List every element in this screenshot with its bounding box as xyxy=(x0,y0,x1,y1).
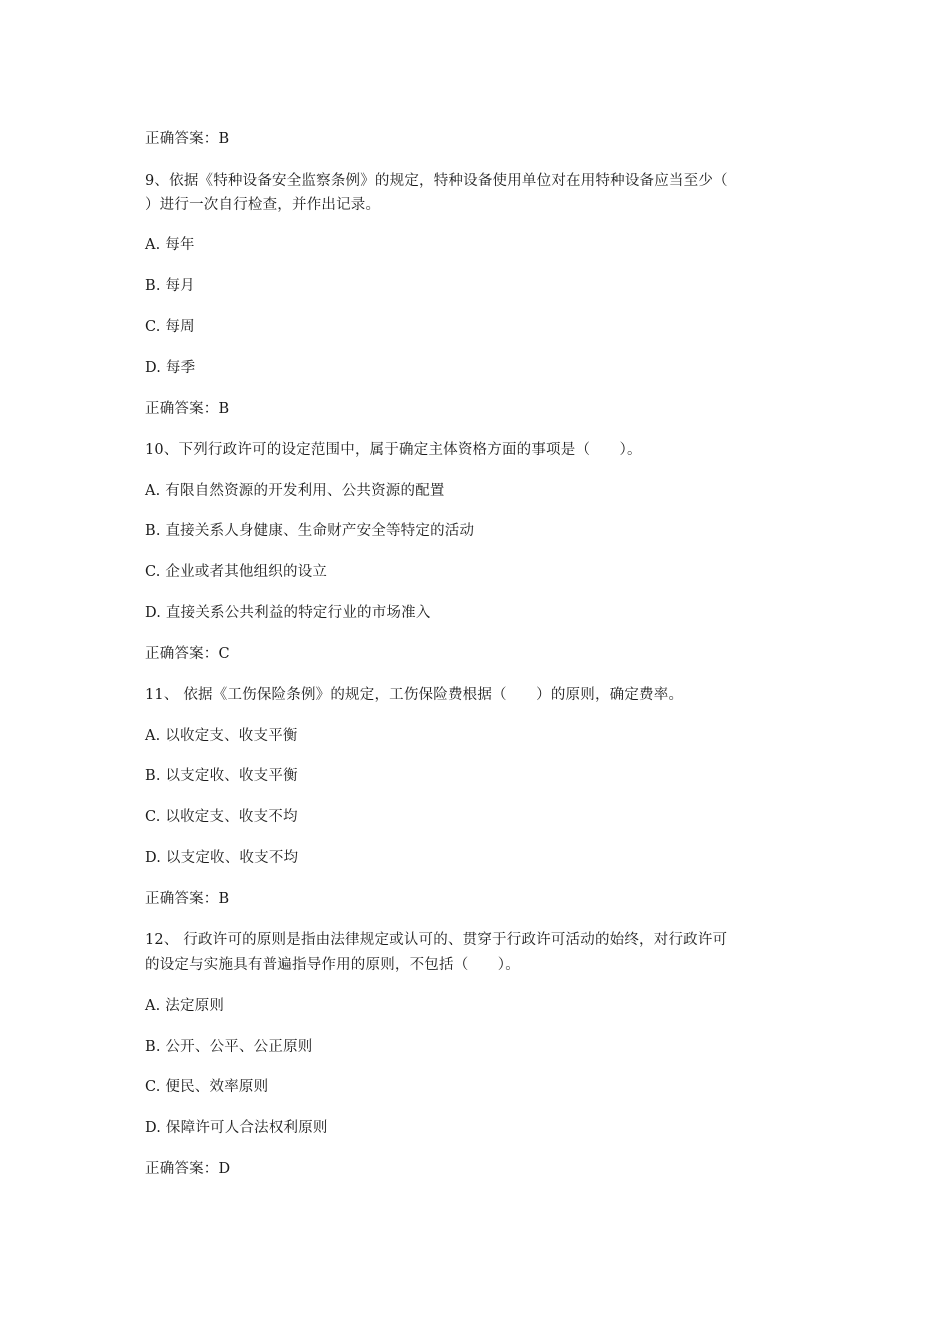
question-9-line-2: ）进行一次自行检查，并作出记录。 xyxy=(145,197,381,213)
question-12-option-b: B. 公开、公平、公正原则 xyxy=(145,1039,313,1055)
answer-q10: 正确答案：C xyxy=(145,646,230,662)
question-10-option-a: A. 有限自然资源的开发利用、公共资源的配置 xyxy=(145,483,445,499)
question-10-option-b: B. 直接关系人身健康、生命财产安全等特定的活动 xyxy=(145,523,475,539)
answer-q12: 正确答案：D xyxy=(145,1161,231,1177)
question-11-line-1: 11、 依据《工伤保险条例》的规定，工伤保险费根据（ ）的原则，确定费率。 xyxy=(145,687,684,703)
question-12-line-2: 的设定与实施具有普遍指导作用的原则，不包括（ ）。 xyxy=(145,957,520,973)
question-12-line-1: 12、 行政许可的原则是指由法律规定或认可的、贯穿于行政许可活动的始终，对行政许可 xyxy=(145,932,728,948)
question-11-option-a: A. 以收定支、收支平衡 xyxy=(145,728,298,744)
question-12-option-a: A. 法定原则 xyxy=(145,998,225,1014)
question-10-option-d: D. 直接关系公共利益的特定行业的市场准入 xyxy=(145,605,431,621)
question-9-option-d: D. 每季 xyxy=(145,360,196,376)
question-9-option-c: C. 每周 xyxy=(145,319,195,335)
question-9-option-a: A. 每年 xyxy=(145,237,195,253)
question-11-option-b: B. 以支定收、收支平衡 xyxy=(145,768,298,784)
question-10-option-c: C. 企业或者其他组织的设立 xyxy=(145,564,328,580)
answer-q8: 正确答案：B xyxy=(145,131,230,147)
question-12-option-d: D. 保障许可人合法权利原则 xyxy=(145,1120,328,1136)
question-9-option-b: B. 每月 xyxy=(145,278,195,294)
answer-q11: 正确答案：B xyxy=(145,891,230,907)
question-11-option-c: C. 以收定支、收支不均 xyxy=(145,809,298,825)
question-11-option-d: D. 以支定收、收支不均 xyxy=(145,850,299,866)
answer-q9: 正确答案：B xyxy=(145,401,230,417)
question-10-line-1: 10、下列行政许可的设定范围中，属于确定主体资格方面的事项是（ ）。 xyxy=(145,442,642,458)
question-12-option-c: C. 便民、效率原则 xyxy=(145,1079,269,1095)
question-9-line-1: 9、依据《特种设备安全监察条例》的规定，特种设备使用单位对在用特种设备应当至少（ xyxy=(145,173,728,189)
